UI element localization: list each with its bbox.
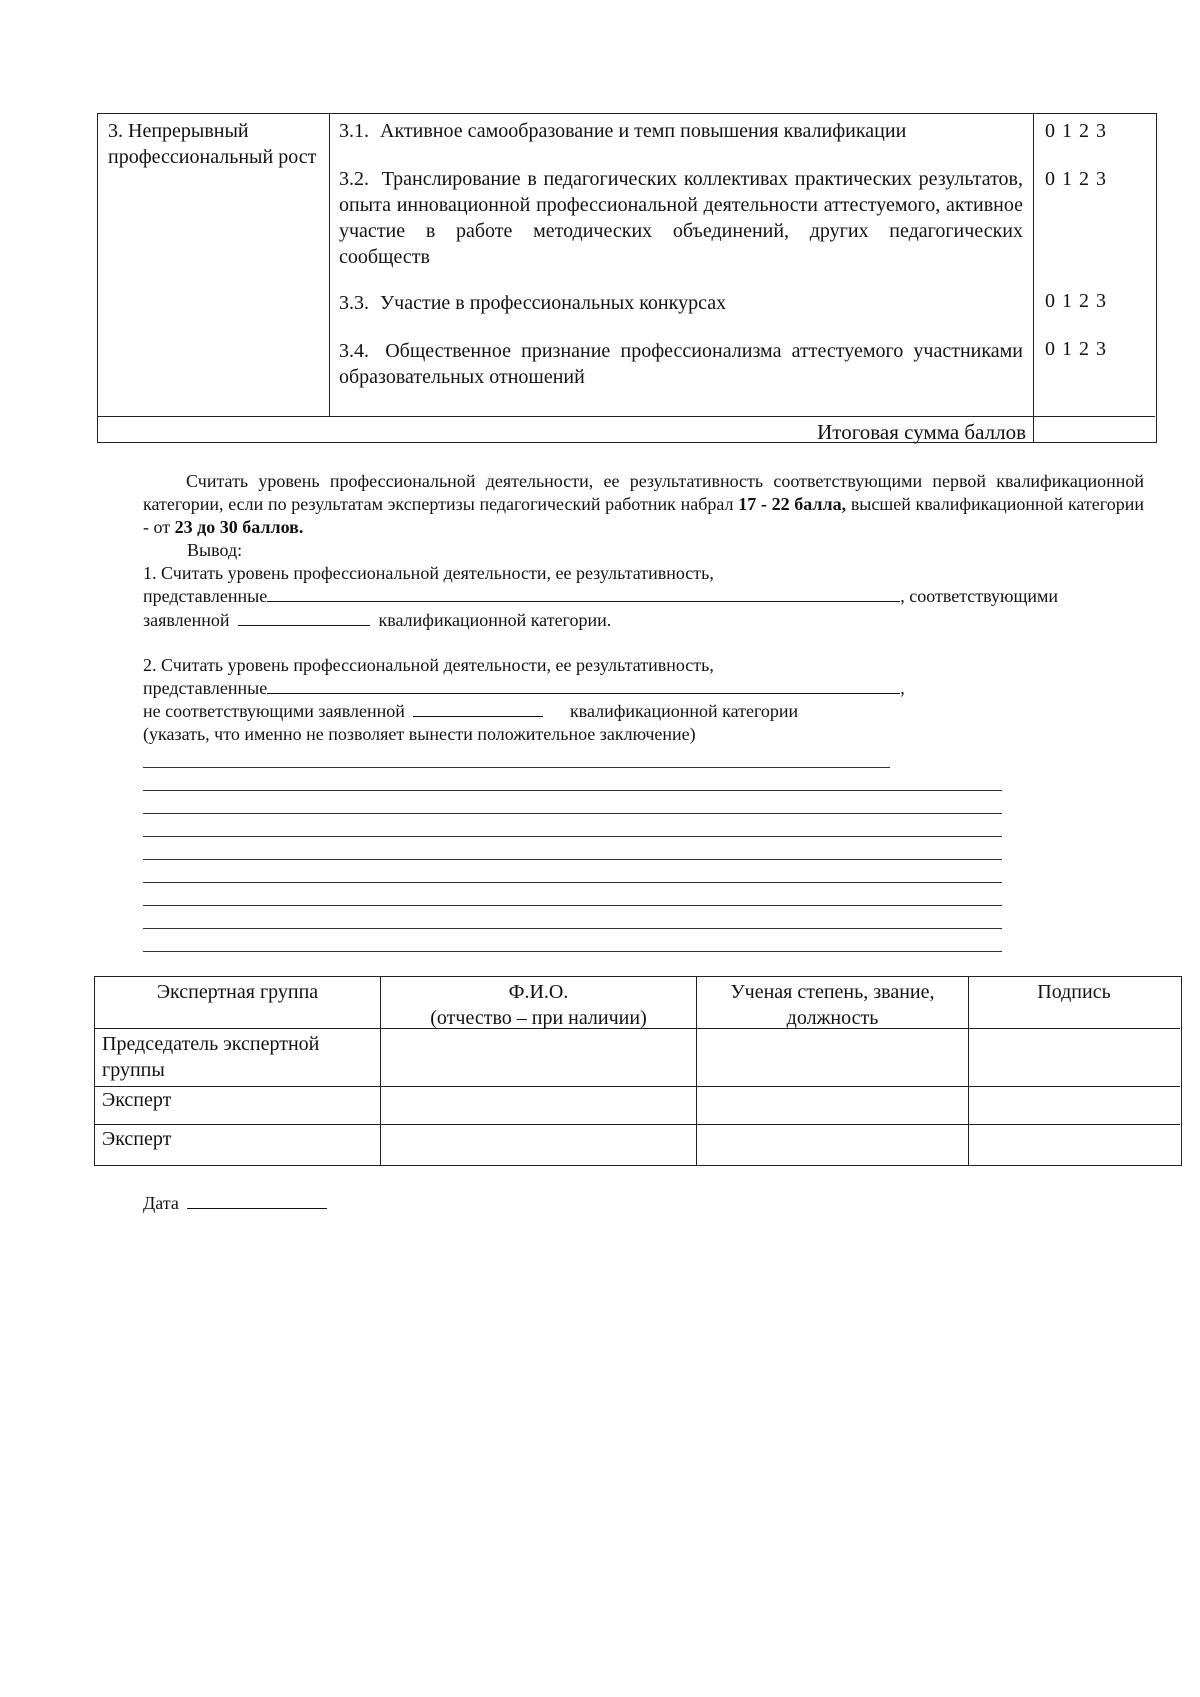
total-score-label: Итоговая сумма баллов (817, 420, 1026, 444)
header-signature: Подпись (1037, 981, 1111, 1003)
expert-fio-cell[interactable] (382, 1088, 695, 1123)
criteria-item-text: Активное самообразование и темп повышения квалификации (380, 120, 907, 142)
expert-signature-cell[interactable] (970, 1088, 1178, 1123)
conclusion-hint: (указать, что именно не позволяет вынести положительное заключение) (143, 724, 696, 744)
header-degree-line1: Ученая степень, звание, (730, 981, 935, 1003)
criteria-text-part1: Считать уровень профессиональной деятельности, ее результативность соответствующими первой квалификационной категории, если по результатам экспертизы педагогический работник набрал (143, 471, 1144, 514)
category-blank[interactable] (413, 700, 543, 717)
table-divider (95, 1124, 1180, 1125)
criteria-item (339, 166, 1023, 270)
header-fio (382, 979, 695, 1031)
criteria-item (339, 338, 1023, 390)
first-category-range: 17 - 22 балла, (738, 494, 847, 514)
table-divider (329, 114, 330, 416)
reason-line[interactable] (143, 928, 1002, 929)
presented-label: представленные (143, 586, 268, 606)
conclusion-item-1-declared (143, 609, 611, 632)
category-label: квалификационной категории. (378, 610, 612, 630)
reason-line[interactable] (143, 790, 1002, 791)
reason-line[interactable] (143, 813, 1002, 814)
category-label: квалификационной категории (569, 701, 799, 721)
criteria-item (339, 118, 1023, 144)
date-row (143, 1192, 327, 1215)
header-degree-line2: должность (786, 1007, 879, 1029)
presented-blank[interactable] (267, 677, 900, 694)
conclusion-heading: Вывод: (187, 540, 243, 560)
reason-line[interactable] (143, 836, 1002, 837)
table-divider (98, 416, 1155, 417)
conclusion-item-2-presented (143, 677, 905, 700)
reason-line[interactable] (143, 767, 890, 768)
criteria-item-text: Общественное признание профессионализма аттестуемого участниками образовательных отношений (339, 340, 1024, 388)
expert-degree-cell[interactable] (698, 1126, 967, 1163)
table-divider (968, 977, 969, 1165)
highest-category-range: 23 до 30 баллов. (174, 517, 304, 537)
score-options[interactable]: 0 1 2 3 (1045, 120, 1107, 142)
expert-role: Эксперт (102, 1128, 172, 1150)
criteria-table (97, 113, 1157, 443)
experts-table (94, 976, 1182, 1166)
criteria-item-text: Участие в профессиональных конкурсах (380, 292, 727, 314)
criteria-section-title: 3. Непрерывный профессиональный рост (108, 120, 317, 168)
reason-line[interactable] (143, 951, 1002, 952)
category-blank[interactable] (238, 609, 370, 626)
expert-role: Председатель экспертной группы (102, 1033, 320, 1081)
table-divider (380, 977, 381, 1165)
presented-label: представленные (143, 678, 268, 698)
header-fio-line1: Ф.И.О. (508, 981, 569, 1003)
score-options[interactable]: 0 1 2 3 (1045, 338, 1107, 360)
conclusion-item-1-line: 1. Считать уровень профессиональной деятельности, ее результативность, (143, 563, 714, 583)
criteria-item-number: 3.1. (339, 120, 369, 142)
header-degree (698, 979, 967, 1031)
conclusion-item-2-line: 2. Считать уровень профессиональной деятельности, ее результативность, (143, 655, 714, 675)
criteria-item (339, 290, 1023, 316)
declared-label: заявленной (143, 610, 230, 630)
reason-line[interactable] (143, 882, 1002, 883)
date-field[interactable] (187, 1192, 327, 1209)
criteria-text-part2: высшей квалификационной категории - от (143, 494, 1144, 537)
date-label: Дата (143, 1193, 179, 1213)
expert-fio-cell[interactable] (382, 1030, 695, 1085)
expert-signature-cell[interactable] (970, 1030, 1178, 1085)
criteria-paragraph (143, 470, 1144, 539)
expert-degree-cell[interactable] (698, 1030, 967, 1085)
expert-role: Эксперт (102, 1089, 172, 1111)
criteria-item-number: 3.2. (339, 168, 369, 190)
expert-fio-cell[interactable] (382, 1126, 695, 1163)
presented-blank[interactable] (267, 585, 900, 602)
score-options[interactable]: 0 1 2 3 (1045, 290, 1107, 312)
criteria-item-number: 3.3. (339, 292, 369, 314)
criteria-item-number: 3.4. (339, 340, 369, 362)
total-score-field[interactable] (1035, 418, 1153, 442)
comma: , (900, 678, 905, 698)
criteria-item-text: Транслирование в педагогических коллективах практических результатов, опыта инновационной профессиональной деятельности аттестуемого, активное участие в работе методических объединений, других педагогических сообществ (339, 168, 1024, 268)
table-divider (696, 977, 697, 1165)
expert-degree-cell[interactable] (698, 1088, 967, 1123)
not-matching-label: не соответствующими заявленной (143, 701, 405, 721)
score-options[interactable]: 0 1 2 3 (1045, 168, 1107, 190)
header-fio-line2: (отчество – при наличии) (430, 1007, 647, 1029)
reason-line[interactable] (143, 859, 1002, 860)
table-divider (1033, 114, 1034, 442)
reason-line[interactable] (143, 905, 1002, 906)
conclusion-suffix: , соответствующими (900, 586, 1058, 606)
conclusion-item-1-presented (143, 585, 1058, 608)
conclusion-item-2-not-matching (143, 700, 798, 723)
header-expert-group: Экспертная группа (156, 981, 319, 1003)
expert-signature-cell[interactable] (970, 1126, 1178, 1163)
